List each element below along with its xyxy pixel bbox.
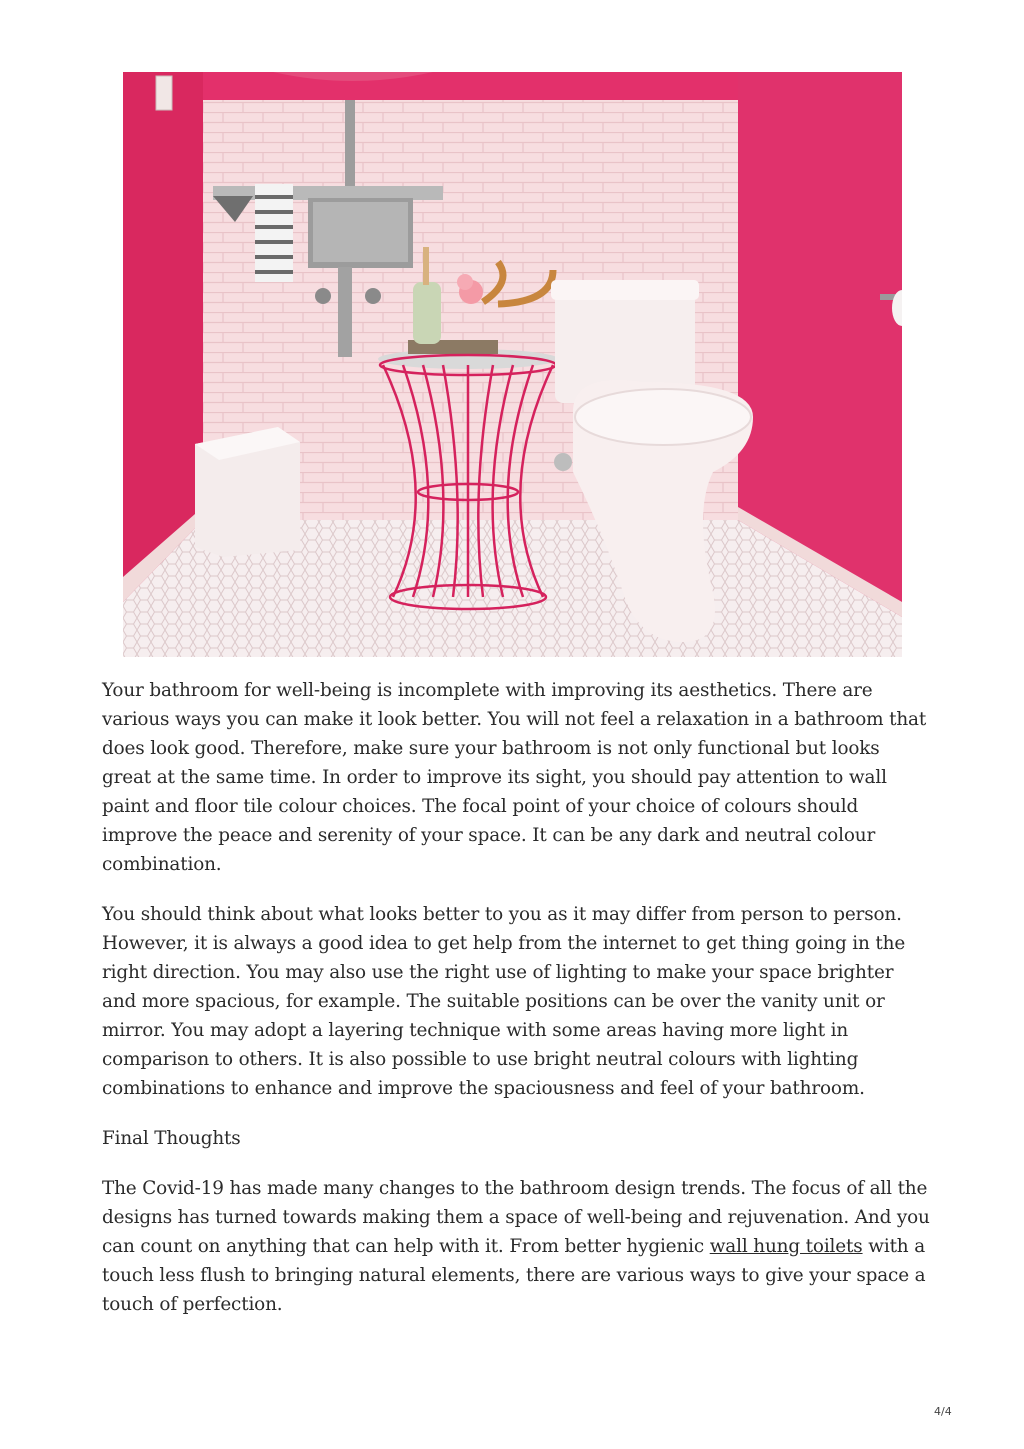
bathroom-photo	[123, 72, 902, 657]
paragraph-text: The Covid-19 has made many changes to the bathroom design trends. The focus of all the designs has turned towards making them a space of well-being and rejuvenation. And you can count on anything that can help with it. From better hygienic	[102, 1178, 930, 1257]
section-heading: Final Thoughts	[102, 1128, 241, 1149]
paragraph	[102, 1174, 932, 1319]
wall-hung-toilets-link[interactable]: wall hung toilets	[709, 1236, 863, 1257]
page-number: 4/4	[934, 1405, 952, 1418]
bathroom-photo-icon	[123, 72, 902, 657]
paragraph: You should think about what looks better to you as it may differ from person to person. However, it is always a good idea to get help from the internet to get thing going in the right direction. You may also use the right use of lighting to make your space brighter and more spacious, for example. The suitable positions can be over the vanity unit or mirror. You may adopt a layering technique with some areas having more light in comparison to others. It is also possible to use bright neutral colours with lighting combinations to enhance and improve the spaciousness and feel of your bathroom.	[102, 904, 906, 1099]
paragraph: Your bathroom for well-being is incomplete with improving its aesthetics. There are various ways you can make it look better. You will not feel a relaxation in a bathroom that does look good. Therefore, make sure your bathroom is not only functional but looks great at the same time. In order to improve its sight, you should pay attention to wall paint and floor tile colour choices. The focal point of your choice of colours should improve the peace and serenity of your space. It can be any dark and neutral colour combination.	[102, 680, 927, 875]
paragraph-text: with a touch less flush to bringing natural elements, there are various ways to give your space a touch of perfection.	[102, 1236, 926, 1315]
article-body	[102, 676, 932, 1340]
